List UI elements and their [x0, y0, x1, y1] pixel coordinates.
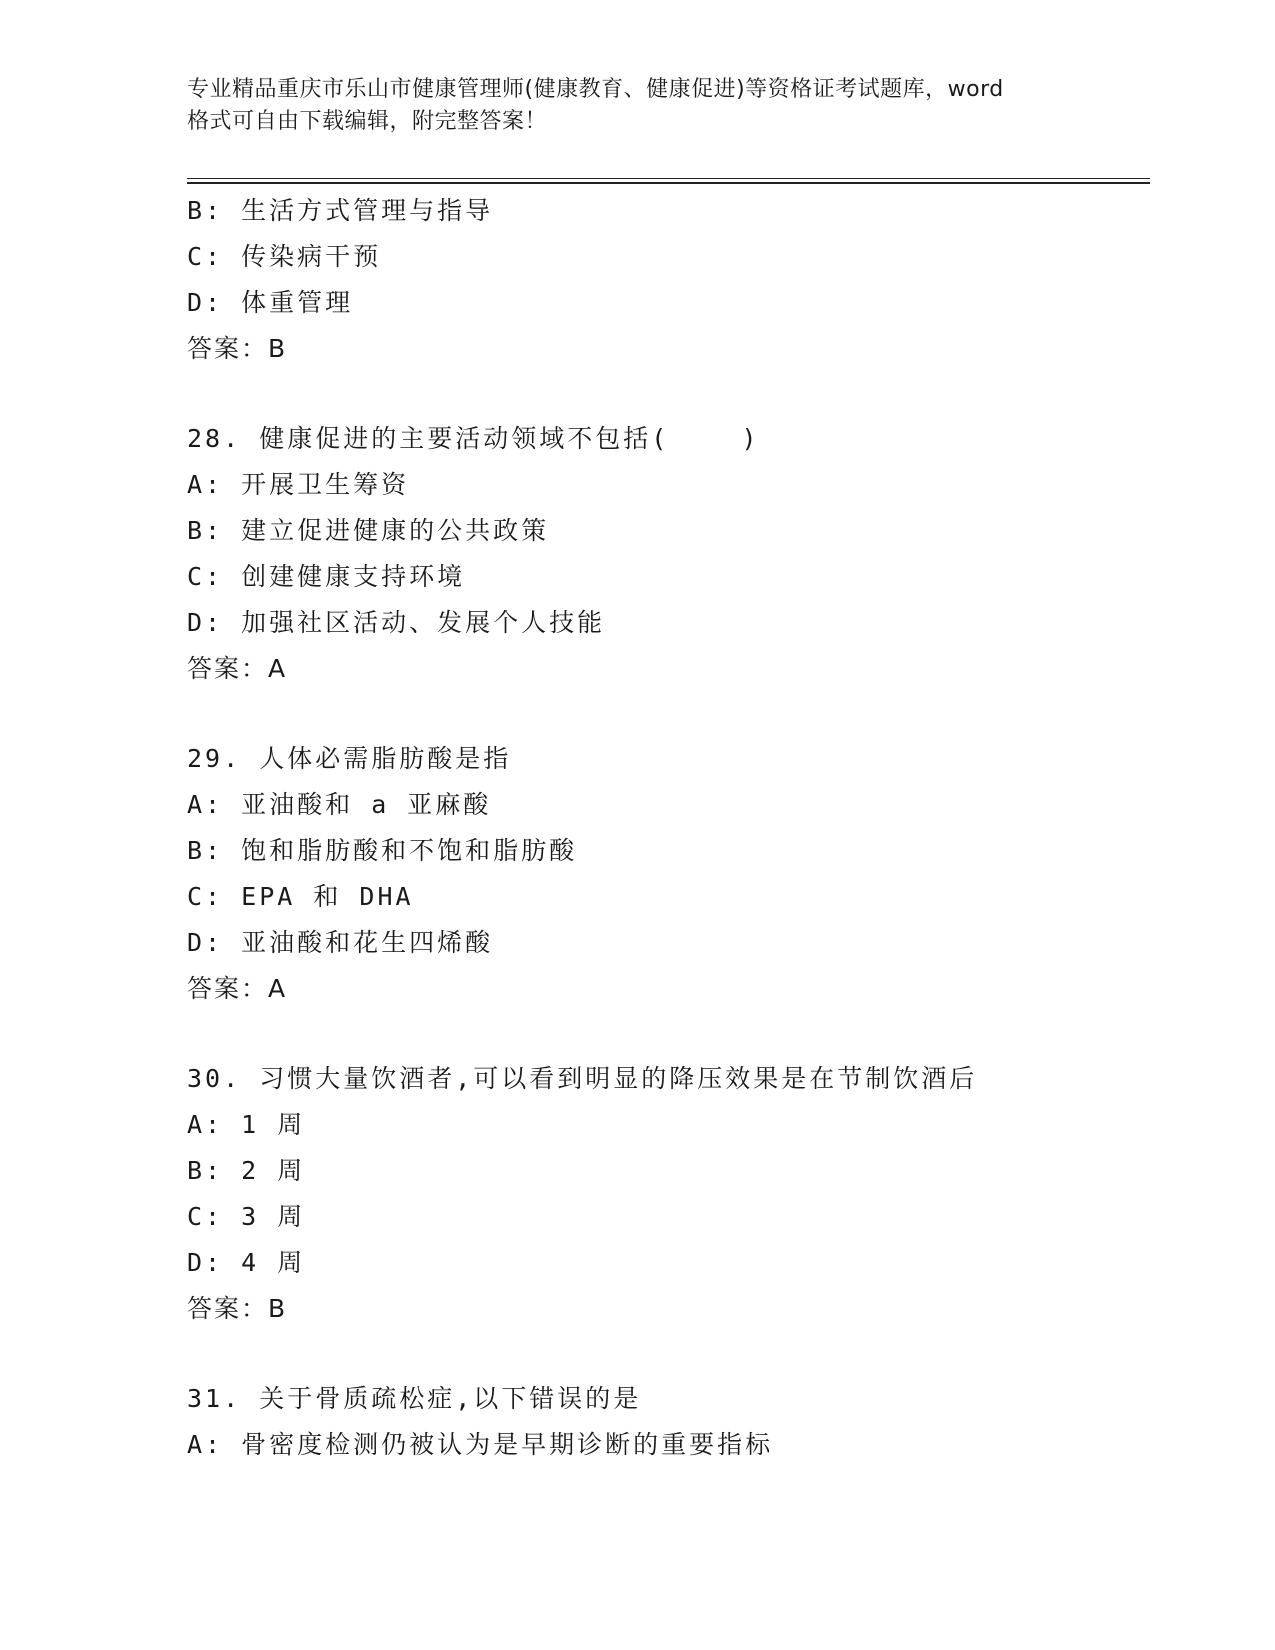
option-c: C: 创建健康支持环境 [187, 562, 466, 591]
answer: 答案：A [187, 654, 288, 683]
question-28 [187, 416, 1147, 692]
option-d: D: 4 周 [187, 1248, 306, 1277]
option-d: D: 体重管理 [187, 288, 354, 317]
question-stem: 28. 健康促进的主要活动领域不包括( ) [187, 424, 760, 453]
question-30 [187, 1056, 1147, 1332]
option-a: A: 骨密度检测仍被认为是早期诊断的重要指标 [187, 1430, 774, 1459]
option-b: B: 2 周 [187, 1156, 306, 1185]
header-line-2: 格式可自由下载编辑，附完整答案！ [187, 109, 548, 134]
option-c: C: 传染病干预 [187, 242, 382, 271]
option-a: A: 1 周 [187, 1110, 306, 1139]
header-divider-thin [187, 178, 1150, 179]
answer: 答案：B [187, 334, 288, 363]
option-c: C: EPA 和 DHA [187, 882, 414, 911]
option-d: D: 亚油酸和花生四烯酸 [187, 928, 494, 957]
option-b: B: 生活方式管理与指导 [187, 196, 494, 225]
question-stem: 29. 人体必需脂肪酸是指 [187, 744, 512, 773]
option-a: A: 开展卫生筹资 [187, 470, 410, 499]
answer: 答案：A [187, 974, 288, 1003]
option-a: A: 亚油酸和 a 亚麻酸 [187, 790, 492, 819]
document-header [187, 74, 1087, 138]
option-d: D: 加强社区活动、发展个人技能 [187, 608, 606, 637]
option-c: C: 3 周 [187, 1202, 306, 1231]
option-b: B: 饱和脂肪酸和不饱和脂肪酸 [187, 836, 578, 865]
option-b: B: 建立促进健康的公共政策 [187, 516, 550, 545]
question-stem: 31. 关于骨质疏松症,以下错误的是 [187, 1384, 642, 1413]
question-stem: 30. 习惯大量饮酒者,可以看到明显的降压效果是在节制饮酒后 [187, 1064, 978, 1093]
question-29 [187, 736, 1147, 1012]
header-line-1: 专业精品重庆市乐山市健康管理师(健康教育、健康促进)等资格证考试题库，word [187, 77, 1004, 102]
answer: 答案：B [187, 1294, 288, 1323]
question-31 [187, 1376, 1147, 1468]
header-divider-thick [187, 182, 1150, 184]
question-continued [187, 188, 1147, 372]
question-list [187, 188, 1147, 1468]
